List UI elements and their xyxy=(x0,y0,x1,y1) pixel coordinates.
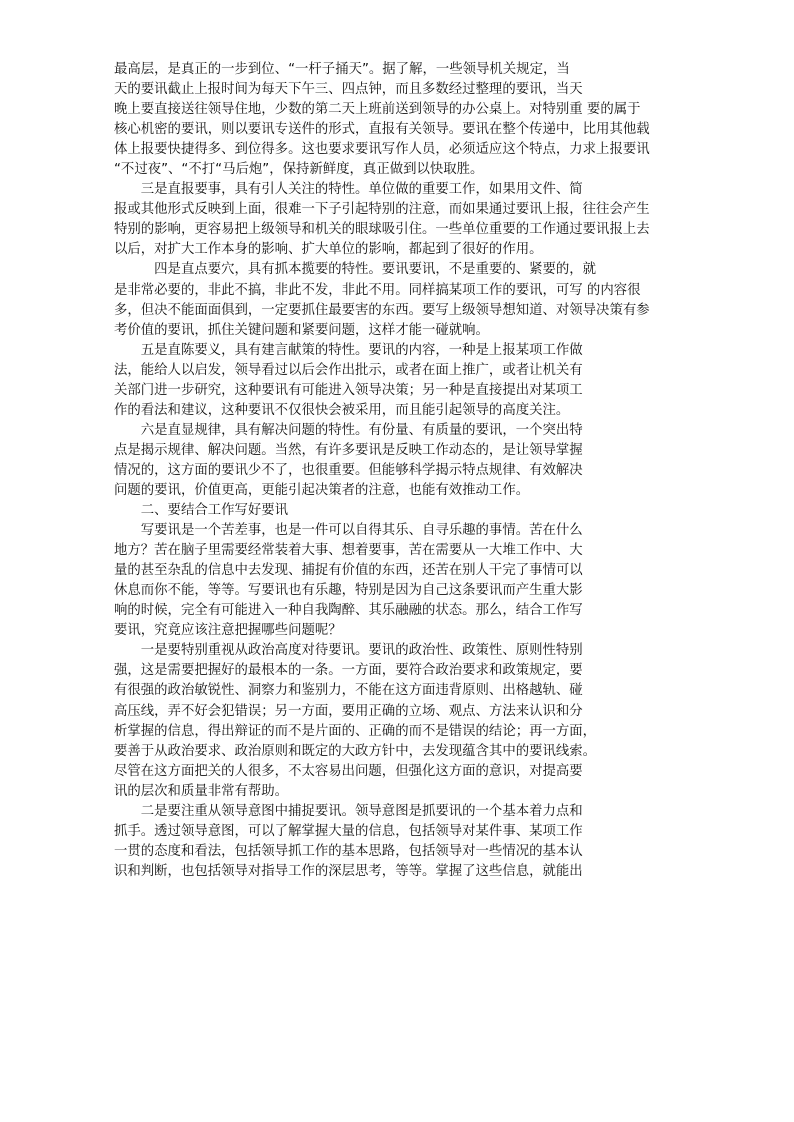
text-line: 天的要讯截止上报时间为每天下午三、四点钟，而且多数经过整理的要讯，当天 xyxy=(114,82,583,98)
text-line: 要讯，究竟应该注意把握哪些问题呢？ xyxy=(114,623,342,639)
text-line: 六是直显规律，具有解决问题的特性。有份量、有质量的要讯，一个突出特 xyxy=(114,422,583,438)
text-line: 以后，对扩大工作本身的影响、扩大单位的影响，都起到了很好的作用。 xyxy=(114,242,543,258)
text-line: 核心机密的要讯，则以要讯专送件的形式，直报有关领导。要讯在整个传递中，比用其他载 xyxy=(114,122,650,138)
text-line: 高压线，弄不好会犯错误；另一方面，要用正确的立场、观点、方法来认识和分 xyxy=(114,703,583,719)
text-line: 报或其他形式反映到上面，很难一下子引起特别的注意，而如果通过要讯上报，往往会产生 xyxy=(114,202,650,218)
text-line: 地方？苦在脑子里需要经常装着大事、想着要事，苦在需要从一大堆工作中、大 xyxy=(114,543,583,559)
text-line: 休息而你不能，等等。写要讯也有乐趣，特别是因为自己这条要讯而产生重大影 xyxy=(114,583,583,599)
text-line: 尽管在这方面把关的人很多，不太容易出问题，但强化这方面的意识，对提高要 xyxy=(114,763,583,779)
text-line: 考价值的要讯，抓住关键问题和紧要问题，这样才能一碰就响。 xyxy=(114,322,489,338)
text-line: 抓手。透过领导意图，可以了解掌握大量的信息，包括领导对某件事、某项工作 xyxy=(114,823,583,839)
text-line: 二是要注重从领导意图中捕捉要讯。领导意图是抓要讯的一个基本着力点和 xyxy=(114,803,583,819)
text-line: 三是直报要事，具有引人关注的特性。单位做的重要工作，如果用文件、简 xyxy=(114,182,583,198)
section-heading: 二、要结合工作写好要讯 xyxy=(114,503,289,519)
text-line: 五是直陈要义，具有建言献策的特性。要讯的内容，一种是上报某项工作做 xyxy=(114,342,583,358)
document-page xyxy=(114,60,684,882)
text-line: 识和判断，也包括领导对指导工作的深层思考，等等。掌握了这些信息，就能出 xyxy=(114,863,583,879)
text-line: “不过夜”、“不打“马后炮”，保持新鲜度，真正做到以快取胜。 xyxy=(114,162,484,178)
text-line: 法，能给人以启发，领导看过以后会作出批示，或者在面上推广，或者让机关有 xyxy=(114,362,583,378)
text-line: 点是揭示规律、解决问题。当然，有许多要讯是反映工作动态的，是让领导掌握 xyxy=(114,442,583,458)
text-line: 响的时候，完全有可能进入一种自我陶醉、其乐融融的状态。那么，结合工作写 xyxy=(114,603,583,619)
text-line: 特别的影响，更容易把上级领导和机关的眼球吸引住。一些单位重要的工作通过要讯报上去 xyxy=(114,222,650,238)
text-line: 一贯的态度和看法，包括领导抓工作的基本思路，包括领导对一些情况的基本认 xyxy=(114,843,583,859)
text-line: 有很强的政治敏锐性、洞察力和鉴别力，不能在这方面违背原则、出格越轨、碰 xyxy=(114,683,583,699)
text-line: 晚上要直接送往领导住地，少数的第二天上班前送到领导的办公桌上。对特别重 要的属于 xyxy=(114,102,641,118)
text-line: 讯的层次和质量非常有帮助。 xyxy=(114,783,289,799)
text-line: 关部门进一步研究，这种要讯有可能进入领导决策；另一种是直接提出对某项工 xyxy=(114,382,583,398)
text-line: 强，这是需要把握好的最根本的一条。一方面，要符合政治要求和政策规定，要 xyxy=(114,663,583,679)
text-line: 四是直点要穴，具有抓本揽要的特性。要讯要讯，不是重要的、紧要的，就 xyxy=(114,262,597,278)
text-line: 是非常必要的，非此不搞，非此不发，非此不用。同样搞某项工作的要讯，可写 的内容很 xyxy=(114,282,641,298)
text-line: 要善于从政治要求、政治原则和既定的大政方针中，去发现蕴含其中的要讯线索。 xyxy=(114,743,597,759)
text-line: 作的看法和建议，这种要讯不仅很快会被采用，而且能引起领导的高度关注。 xyxy=(114,402,570,418)
text-line: 多，但决不能面面俱到，一定要抓住最要害的东西。要写上级领导想知道、对领导决策有参 xyxy=(114,302,650,318)
text-line: 问题的要讯，价值更高，更能引起决策者的注意，也能有效推动工作。 xyxy=(114,482,530,498)
text-line: 最高层，是真正的一步到位、“一杆子捅天”。据了解，一些领导机关规定，当 xyxy=(114,62,570,77)
text-line: 析掌握的信息，得出辩证的而不是片面的、正确的而不是错误的结论；再一方面， xyxy=(114,723,597,739)
text-line: 一是要特别重视从政治高度对待要讯。要讯的政治性、政策性、原则性特别 xyxy=(114,643,583,659)
text-line: 量的甚至杂乱的信息中去发现、捕捉有价值的东西，还苦在别人干完了事情可以 xyxy=(114,563,583,579)
text-line: 体上报要快捷得多、到位得多。这也要求要讯写作人员，必须适应这个特点，力求上报要讯 xyxy=(114,142,650,158)
text-line: 情况的，这方面的要讯少不了，也很重要。但能够科学揭示特点规律、有效解决 xyxy=(114,462,583,478)
text-line: 写要讯是一个苦差事，也是一件可以自得其乐、自寻乐趣的事情。苦在什么 xyxy=(114,523,583,539)
